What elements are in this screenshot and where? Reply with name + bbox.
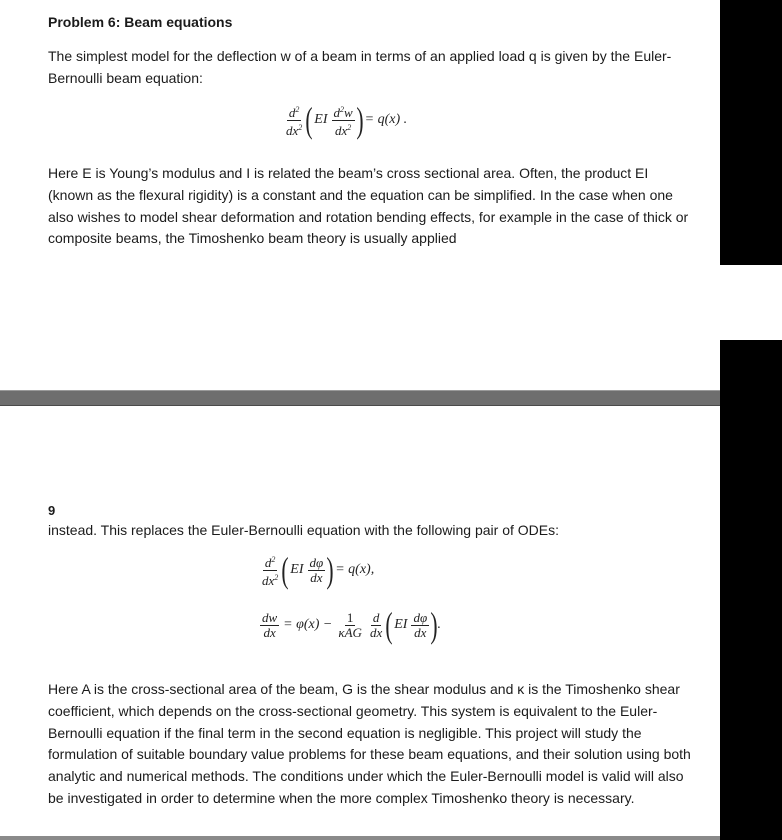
- timoshenko-equation-2: [258, 607, 441, 643]
- timoshenko-equation-1: [258, 552, 376, 588]
- w-derivative: $\frac{dw}{dx}$: [262, 609, 278, 640]
- equation1-rhs: = q(x) .: [364, 112, 408, 127]
- black-margin-bottom: [720, 340, 782, 840]
- equation2-rhs: = q(x),: [335, 562, 375, 577]
- timoshenko-explanation-paragraph: Here A is the cross-sectional area of the beam, G is the shear modulus and κ is the Timoshenko shear coefficient, which depends on the cross-sectional geometry. This system is equivalent to the Euler-Bernoulli equation if the final term in the second equation is negligible. This project will study the formulation of suitable boundary value problems for these beam equations, and their solution using both analytic and numerical methods. The conditions under which the Euler-Bernoulli model is valid will also be investigated in order to determine when the more complex Timoshenko theory is necessary.: [48, 681, 691, 806]
- second-derivative-operator: $\frac{d^2}{dx^2}$: [286, 104, 303, 138]
- left-paren: (: [281, 550, 289, 590]
- right-paren: ): [356, 100, 364, 140]
- second-derivative-operator: $\frac{d^2}{dx^2}$: [262, 554, 279, 588]
- ei-term: EI: [394, 617, 408, 632]
- bottom-rule: [0, 836, 720, 840]
- left-paren: (: [385, 605, 393, 645]
- problem-heading: Problem 6: Beam equations: [48, 14, 233, 30]
- one-over-kag: $\frac{1}{\text{κAG}}$: [338, 609, 362, 640]
- equation3-tail: .: [437, 617, 441, 632]
- youngs-modulus-paragraph: Here E is Young’s modulus and I is related the beam’s cross sectional area. Often, the product EI (known as the flexural rigidity) is a constant and the equation can be simplified. In the case when one also wishes to model shear deformation and rotation bending effects, for example in the case of thick or composite beams, the Timoshenko beam theory is usually applied: [48, 165, 689, 247]
- d-over-dx: $\frac{d}{dx}$: [369, 609, 383, 640]
- w-second-derivative: $\frac{d^2w}{dx^2}$: [333, 104, 353, 138]
- equation3-mid: = φ(x) −: [283, 617, 333, 632]
- odes-intro-paragraph: instead. This replaces the Euler-Bernoulli equation with the following pair of ODEs:: [48, 522, 560, 538]
- phi-derivative: $\frac{d\varphi}{dx}$: [413, 609, 428, 640]
- black-margin-top: [720, 0, 782, 265]
- right-paren: ): [326, 550, 334, 590]
- phi-derivative: $\frac{d\varphi}{dx}$: [309, 554, 324, 585]
- page-divider: [0, 390, 720, 406]
- ei-term: EI: [314, 112, 328, 127]
- euler-bernoulli-equation: [282, 102, 409, 138]
- page-gap: [0, 265, 782, 342]
- ei-term: EI: [290, 562, 304, 577]
- right-paren: ): [430, 605, 438, 645]
- page-number: 9: [48, 503, 56, 518]
- left-paren: (: [305, 100, 313, 140]
- intro-paragraph: The simplest model for the deflection w of a beam in terms of an applied load q is given by the Euler-Bernoulli beam equation:: [48, 48, 672, 86]
